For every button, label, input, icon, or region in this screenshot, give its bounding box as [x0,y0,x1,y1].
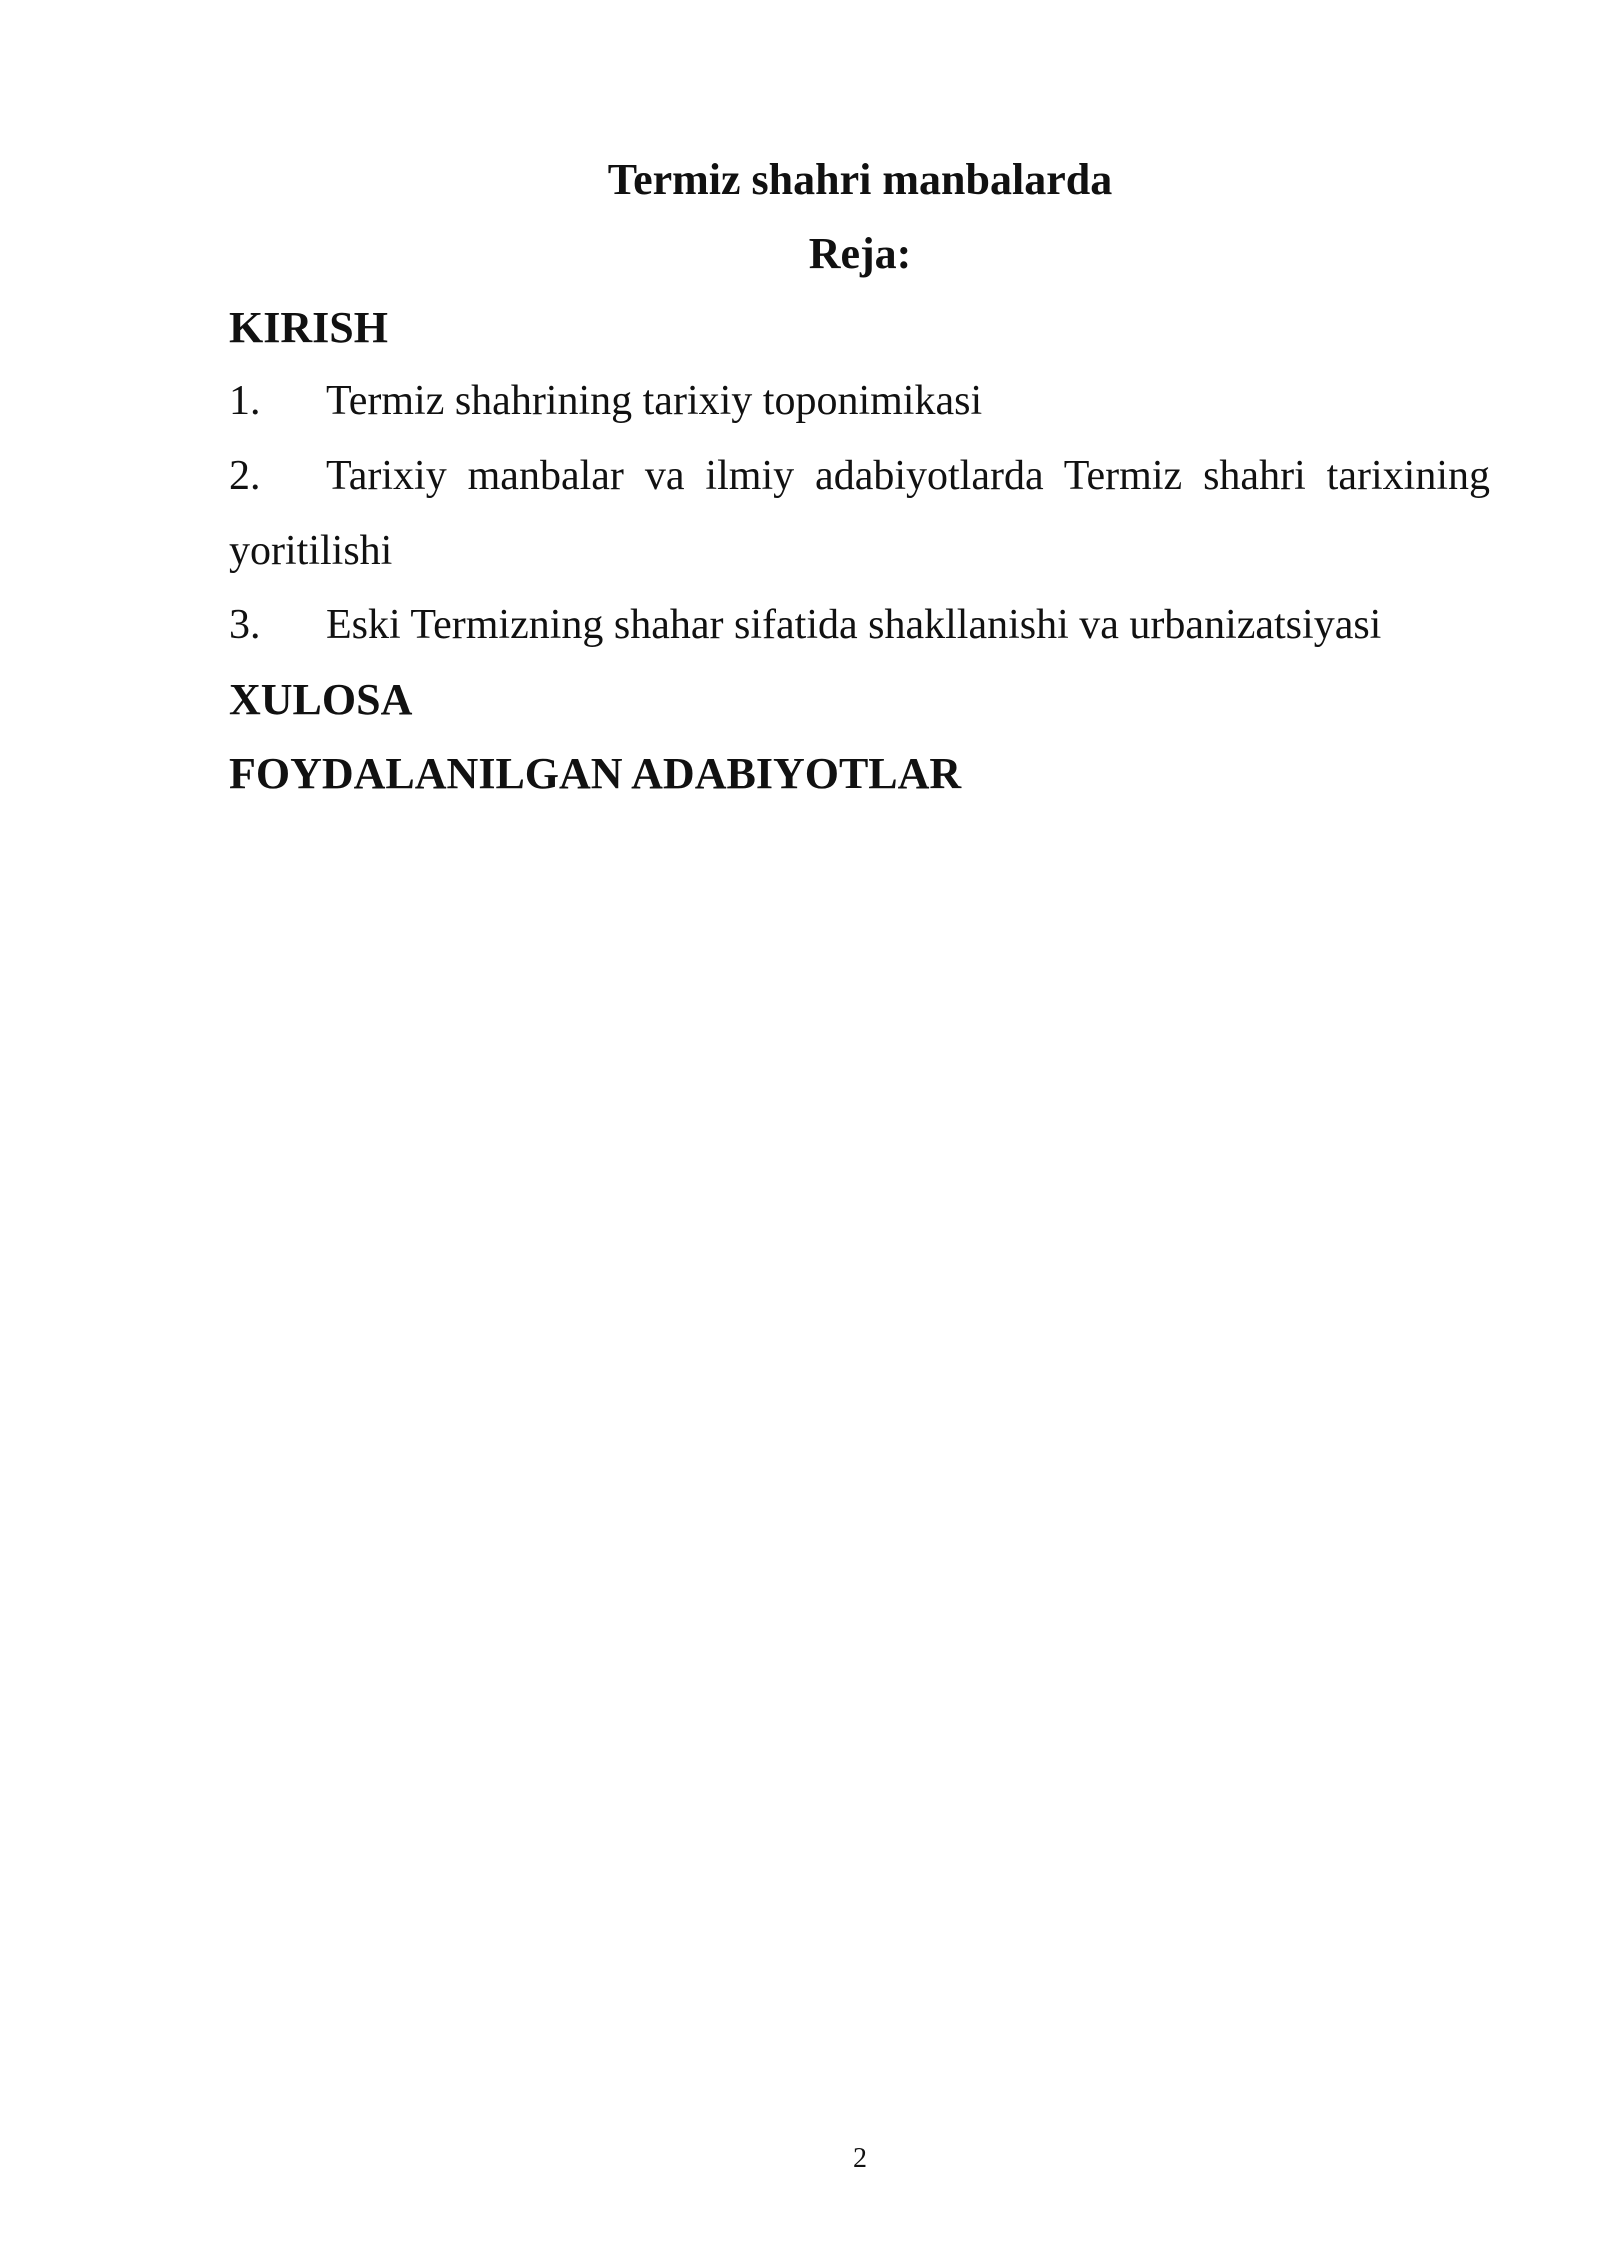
plan-item-number: 2. [229,453,261,499]
conclusion-heading: XULOSA [229,675,413,724]
references-heading: FOYDALANILGAN ADABIYOTLAR [229,749,962,798]
plan-item-1 [229,364,1490,439]
document-title: Termiz shahri manbalarda [607,155,1113,204]
plan-heading: Reja: [808,229,912,278]
plan-item-text: Termiz shahrining tarixiy toponimikasi [326,378,983,424]
plan-item-number: 1. [229,378,261,424]
plan-item-text: Eski Termizning shahar sifatida shakllanishi va urbanizatsiyasi [326,602,1382,648]
plan-item-text: Tarixiy manbalar va ilmiy adabiyotlarda Termiz shahri tarixining yoritilishi [229,453,1490,574]
plan-item-3 [229,588,1490,663]
plan-item-2 [229,439,1490,588]
plan-item-number: 3. [229,602,261,648]
intro-heading: KIRISH [229,303,388,352]
page-number: 2 [853,2143,867,2174]
